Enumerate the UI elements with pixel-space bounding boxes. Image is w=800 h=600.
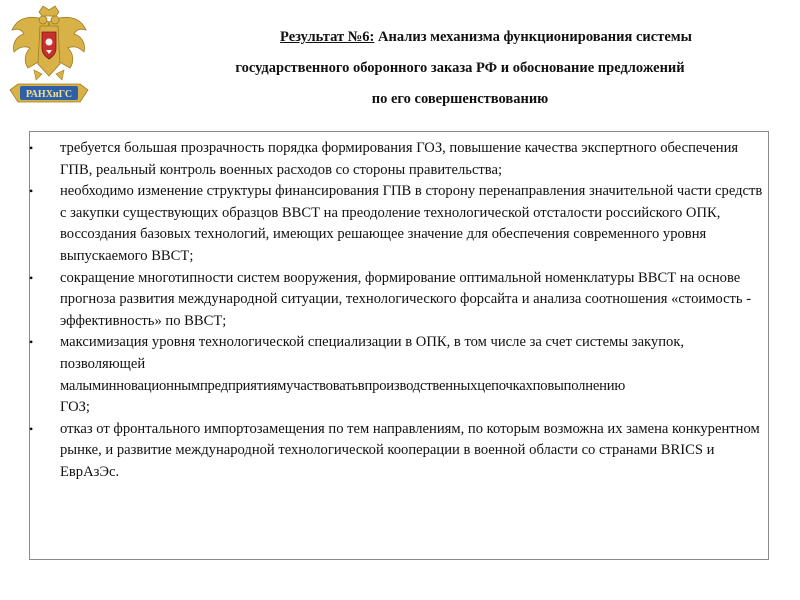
title-line-2: государственного оборонного заказа РФ и обоснование предложений xyxy=(235,60,685,76)
list-item xyxy=(30,138,768,181)
title-prefix: Результат №6: xyxy=(280,29,375,45)
logo-text: РАНХиГС xyxy=(25,89,73,100)
page-title xyxy=(150,22,770,115)
list-item-text: требуется большая прозрачность порядка формирования ГОЗ, повышение качества экспертного обеспечения ГПВ, реальный контроль военных расходов со стороны правительства; xyxy=(60,140,739,178)
list-item-text: отказ от фронтального импортозамещения по тем направлениям, по которым возможна их замена конкурентном рынке, и развитие международной технологической кооперации в военной области со странами BRICS и ЕврАзЭс. xyxy=(60,420,760,480)
list-item-text: максимизация уровня технологической специализации в ОПК, в том числе за счет системы закупок, позволяющей xyxy=(60,334,685,372)
title-line-1-rest: Анализ механизма функционирования системы xyxy=(374,29,692,45)
list-item-text: сокращение многотипности систем вооружения, формирование оптимальной номенклатуры ВВСТ на основе прогноза развития международной ситуации, технологического форсайта и анализа соотношения «стоимость - эффективность» по ВВСТ; xyxy=(60,269,752,329)
list-item-text-run-on: малыминновационнымпредприятиямучаствоватьвпроизводственныхцепочкахповыполнению xyxy=(60,377,626,394)
list-item-text-end: ГОЗ; xyxy=(60,399,90,416)
eagle-emblem-icon xyxy=(6,4,92,108)
list-item xyxy=(30,181,768,267)
title-line-1 xyxy=(150,22,770,53)
list-item xyxy=(30,268,768,333)
bullet-icon: • xyxy=(29,421,34,436)
bullet-icon: • xyxy=(29,141,34,155)
bullet-icon: • xyxy=(29,335,34,350)
list-item-text: необходимо изменение структуры финансирования ГПВ в сторону перенаправления значительной части средств с закупки существующих образцов ВВСТ на преодоление технологической отсталости российского ОПК, воссоздания базовых технологий, имеющих решающее значение для обеспечения современного уровня выпускаемого ВВСТ; xyxy=(60,183,763,264)
ranepa-logo xyxy=(6,4,92,108)
content-box xyxy=(29,131,769,560)
bullet-icon: • xyxy=(29,184,34,199)
bullet-list xyxy=(30,138,768,484)
title-line-3: по его совершенствованию xyxy=(371,91,549,107)
list-item xyxy=(30,332,768,418)
list-item xyxy=(30,419,768,484)
bullet-icon: • xyxy=(29,270,34,285)
